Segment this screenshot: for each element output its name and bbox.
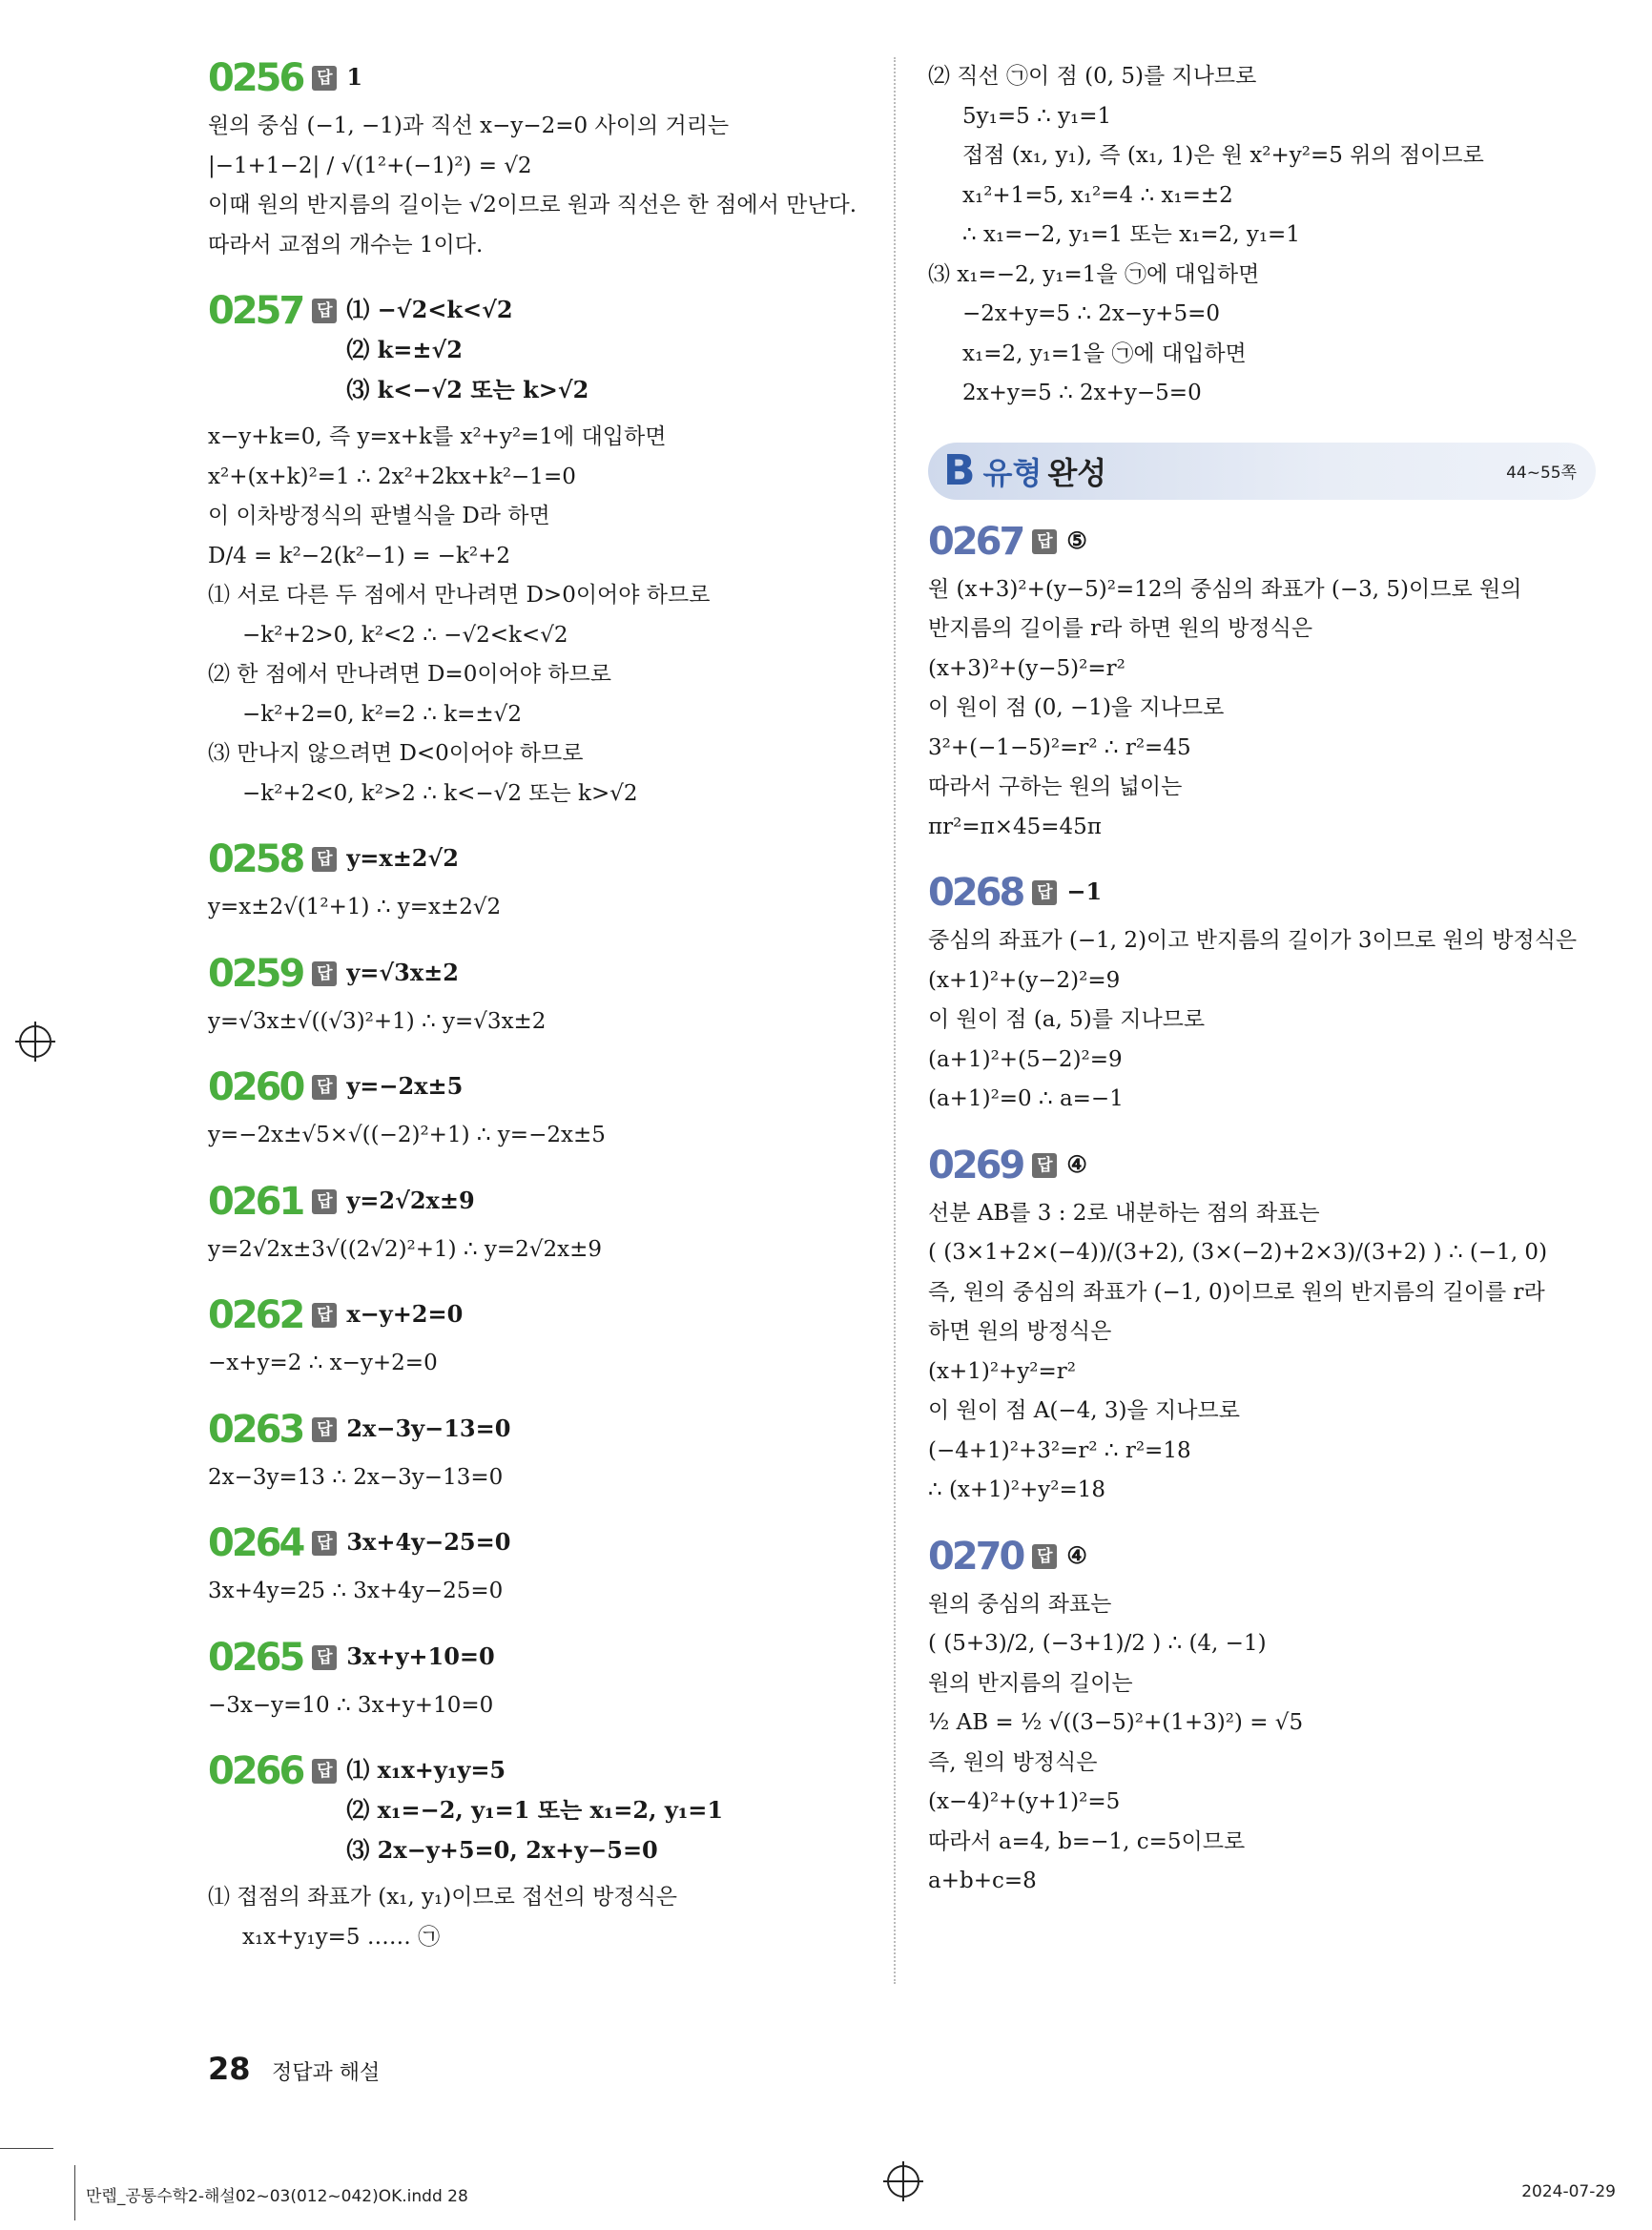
solution-line: ⑶ x₁=−2, y₁=1을 ㉠에 대입하면: [928, 261, 1260, 287]
solution-line: (x+3)²+(y−5)²=r²: [928, 655, 1125, 681]
answer-badge: 답: [312, 1531, 337, 1556]
solution-line: πr²=π×45=45π: [928, 814, 1102, 839]
problem-number: 0265: [208, 1635, 303, 1680]
solution-line: 이때 원의 반지름의 길이는 √2이므로 원과 직선은 한 점에서 만난다.: [208, 193, 857, 217]
problem-head: [208, 1750, 876, 1870]
answer-text: ④: [1066, 1149, 1087, 1178]
answer-list: [346, 838, 459, 878]
problem-number: 0262: [208, 1293, 303, 1337]
problem-head: [208, 838, 876, 880]
solution-line: 이 원이 점 A(−4, 3)을 지나므로: [928, 1398, 1240, 1423]
solution-line: 즉, 원의 중심의 좌표가 (−1, 0)이므로 원의 반지름의 길이를 r라: [928, 1279, 1545, 1305]
right-column: [928, 57, 1596, 1927]
answer-text: y=x±2√2: [346, 844, 459, 872]
answer-badge: 답: [312, 847, 337, 872]
solution-line: ( (3×1+2×(−4))/(3+2), (3×(−2)+2×3)/(3+2) ) ∴ (−1, 0): [928, 1240, 1548, 1265]
answer-text: ⑤: [1066, 526, 1087, 554]
solution-line: ⑵ 직선 ㉠이 점 (0, 5)를 지나므로: [928, 64, 1257, 89]
answer-badge: 답: [1032, 880, 1057, 905]
problem-head: [208, 1637, 876, 1679]
answer-list: [1066, 1536, 1087, 1576]
section-icon: B: [943, 446, 976, 495]
solution-line: 하면 원의 방정식은: [928, 1319, 1112, 1344]
problem-head: [208, 1409, 876, 1451]
solution-line: 5y₁=5 ∴ y₁=1: [962, 103, 1112, 129]
answer-list: [346, 1409, 510, 1449]
solution-line: 따라서 a=4, b=−1, c=5이므로: [928, 1828, 1246, 1854]
answer-badge: 답: [1032, 1544, 1057, 1569]
solution-line: y=−2x±√5×√((−2)²+1) ∴ y=−2x±5: [208, 1123, 606, 1147]
slug-filename: 만렙_공통수학2-해설02~03(012~042)OK.indd 28: [86, 2187, 468, 2206]
solution-line: 2x+y=5 ∴ 2x+y−5=0: [962, 381, 1202, 405]
answer-text: 3x+4y−25=0: [346, 1528, 511, 1556]
answer-list: [346, 290, 589, 410]
solution-line: ½ AB = ½ √((3−5)²+(1+3)²) = √5: [928, 1710, 1304, 1735]
problem-item: [208, 953, 876, 1043]
problem-head: [928, 1536, 1596, 1578]
problem-number: 0266: [208, 1749, 303, 1793]
solution-line: 반지름의 길이를 r라 하면 원의 방정식은: [928, 616, 1313, 641]
solution-line: y=√3x±√((√3)²+1) ∴ y=√3x±2: [208, 1008, 547, 1034]
section-title-2: 완성: [1047, 454, 1107, 491]
problem-item: [208, 57, 876, 265]
solution-line: y=2√2x±3√((2√2)²+1) ∴ y=2√2x±9: [208, 1236, 602, 1262]
answer-badge: 답: [312, 66, 337, 91]
answer-text: ⑶ k<−√2 또는 k>√2: [346, 376, 589, 403]
answer-badge: 답: [312, 1759, 337, 1784]
problem-item: [928, 521, 1596, 848]
solution-line: 선분 AB를 3 : 2로 내분하는 점의 좌표는: [928, 1200, 1320, 1226]
solution-line: 따라서 구하는 원의 넓이는: [928, 774, 1183, 799]
problem-head: [928, 1145, 1596, 1187]
solution-line: (x+1)²+y²=r²: [928, 1358, 1077, 1384]
solution-line: 3x+4y=25 ∴ 3x+4y−25=0: [208, 1579, 504, 1603]
problem-number: 0268: [928, 871, 1023, 915]
answer-badge: 답: [312, 1645, 337, 1670]
problem-number: 0256: [208, 56, 303, 100]
solution-line: a+b+c=8: [928, 1869, 1037, 1893]
problem-head: [208, 1066, 876, 1108]
answer-text: ⑴ x₁x+y₁y=5: [346, 1756, 506, 1784]
problem-head: [208, 290, 876, 410]
problem-number: 0258: [208, 837, 303, 881]
problem-head: [208, 953, 876, 995]
answer-list: [346, 57, 362, 97]
answer-text: ④: [1066, 1540, 1087, 1569]
problem-item: [928, 872, 1596, 1120]
solution-line: (a+1)²+(5−2)²=9: [928, 1046, 1123, 1072]
problem-item: [208, 1750, 876, 1957]
solution-line: 3²+(−1−5)²=r² ∴ r²=45: [928, 734, 1191, 760]
solution-line: x²+(x+k)²=1 ∴ 2x²+2kx+k²−1=0: [208, 464, 576, 489]
solution-line: (x−4)²+(y+1)²=5: [928, 1789, 1121, 1814]
answer-list: [346, 1750, 723, 1870]
answer-text: 1: [346, 63, 363, 91]
problem-item: [928, 1145, 1596, 1511]
solution-line: 이 원이 점 (a, 5)를 지나므로: [928, 1007, 1206, 1032]
left-column: [208, 57, 876, 1982]
answer-text: ⑴ −√2<k<√2: [346, 296, 513, 323]
answer-text: x−y+2=0: [346, 1300, 464, 1328]
page-number: 28: [208, 2051, 251, 2087]
problem-item: [208, 290, 876, 814]
solution-line: −x+y=2 ∴ x−y+2=0: [208, 1351, 438, 1375]
problem-number: 0263: [208, 1407, 303, 1452]
answer-badge: 답: [312, 1303, 337, 1328]
solution-line: y=x±2√(1²+1) ∴ y=x±2√2: [208, 895, 502, 919]
problem-number: 0259: [208, 951, 303, 996]
problem-number: 0267: [928, 519, 1023, 564]
solution-line: 접점 (x₁, y₁), 즉 (x₁, 1)은 원 x²+y²=5 위의 점이므로: [962, 143, 1484, 168]
answer-badge: 답: [1032, 1153, 1057, 1178]
registration-mark-icon: [887, 2165, 919, 2198]
problem-item: [208, 1294, 876, 1384]
problem-head: [208, 57, 876, 99]
answer-badge: 답: [312, 961, 337, 986]
answer-list: [1066, 1145, 1087, 1185]
answer-text: ⑵ x₁=−2, y₁=1 또는 x₁=2, y₁=1: [346, 1796, 724, 1824]
solution-line: 원 (x+3)²+(y−5)²=12의 중심의 좌표가 (−3, 5)이므로 원의: [928, 576, 1522, 602]
problem-number: 0257: [208, 289, 303, 333]
solution-line: 2x−3y=13 ∴ 2x−3y−13=0: [208, 1464, 504, 1490]
slug-date: 2024-07-29: [1521, 2182, 1616, 2201]
problem-head: [208, 1294, 876, 1336]
column-divider: [894, 57, 896, 1984]
solution-line: 원의 중심의 좌표는: [928, 1591, 1112, 1617]
solution-line: (−4+1)²+3²=r² ∴ r²=18: [928, 1437, 1191, 1463]
problem-head: [208, 1522, 876, 1564]
solution-line: −k²+2>0, k²<2 ∴ −√2<k<√2: [242, 622, 568, 648]
solution-line: −k²+2=0, k²=2 ∴ k=±√2: [242, 701, 522, 727]
solution-line: ( (5+3)/2, (−3+1)/2 ) ∴ (4, −1): [928, 1631, 1267, 1656]
crop-mark: [0, 2148, 53, 2149]
answer-badge: 답: [312, 1075, 337, 1100]
solution-line: 이 이차방정식의 판별식을 D라 하면: [208, 504, 550, 528]
answer-text: y=2√2x±9: [346, 1186, 475, 1214]
problem-head: [928, 872, 1596, 914]
solution-line: x−y+k=0, 즉 y=x+k를 x²+y²=1에 대입하면: [208, 424, 667, 449]
registration-mark-icon: [19, 1025, 52, 1058]
solution-line: −2x+y=5 ∴ 2x−y+5=0: [962, 301, 1220, 326]
section-title: 유형: [982, 454, 1043, 491]
solution-line: D/4 = k²−2(k²−1) = −k²+2: [208, 543, 511, 568]
solution-line: (x+1)²+(y−2)²=9: [928, 967, 1121, 993]
page-label: 정답과 해설: [272, 2061, 381, 2085]
section-pages: 44~55쪽: [1506, 464, 1577, 483]
problem-number: 0260: [208, 1065, 303, 1109]
solution-line: 중심의 좌표가 (−1, 2)이고 반지름의 길이가 3이므로 원의 방정식은: [928, 928, 1578, 953]
problem-head: [208, 1181, 876, 1223]
solution-line: x₁=2, y₁=1을 ㉠에 대입하면: [962, 341, 1247, 366]
answer-list: [346, 953, 459, 993]
answer-list: [346, 1181, 474, 1221]
solution-line: ∴ x₁=−2, y₁=1 또는 x₁=2, y₁=1: [962, 222, 1300, 247]
solution-line: 이 원이 점 (0, −1)을 지나므로: [928, 695, 1225, 720]
answer-text: −1: [1066, 878, 1103, 905]
answer-badge: 답: [312, 1417, 337, 1442]
answer-text: y=√3x±2: [346, 958, 459, 986]
answer-text: ⑵ k=±√2: [346, 336, 464, 363]
answer-list: [346, 1294, 463, 1334]
answer-badge: 답: [312, 1189, 337, 1214]
solution-line: x₁²+1=5, x₁²=4 ∴ x₁=±2: [962, 182, 1233, 208]
problem-item: [208, 838, 876, 928]
solution-line: 따라서 교점의 개수는 1이다.: [208, 232, 484, 258]
problem-number: 0264: [208, 1521, 303, 1565]
solution-line: |−1+1−2| / √(1²+(−1)²) = √2: [208, 153, 532, 178]
answer-list: [1066, 872, 1102, 912]
answer-badge: 답: [312, 299, 337, 323]
problem-item: [208, 1066, 876, 1156]
answer-text: 2x−3y−13=0: [346, 1414, 511, 1442]
solution-line: ⑶ 만나지 않으려면 D<0이어야 하므로: [208, 741, 584, 766]
problem-number: 0270: [928, 1534, 1023, 1579]
solution-line: −k²+2<0, k²>2 ∴ k<−√2 또는 k>√2: [242, 780, 638, 806]
problem-number: 0261: [208, 1179, 303, 1224]
problem-item: [208, 1637, 876, 1726]
solution-line: 원의 반지름의 길이는: [928, 1670, 1133, 1696]
solution-line: ⑴ 서로 다른 두 점에서 만나려면 D>0이어야 하므로: [208, 583, 711, 608]
solution-line: −3x−y=10 ∴ 3x+y+10=0: [208, 1692, 494, 1718]
problem-item: [928, 1536, 1596, 1902]
solution-line: 즉, 원의 방정식은: [928, 1749, 1098, 1775]
answer-list: [346, 1637, 494, 1677]
answer-text: ⑶ 2x−y+5=0, 2x+y−5=0: [346, 1836, 658, 1864]
problem-item: [208, 1409, 876, 1498]
answer-list: [346, 1522, 510, 1562]
solution-line: x₁x+y₁y=5 …… ㉠: [242, 1924, 441, 1950]
section-header: [928, 443, 1596, 500]
answer-text: 3x+y+10=0: [346, 1642, 495, 1670]
solution-line: ⑴ 접점의 좌표가 (x₁, y₁)이므로 접선의 방정식은: [208, 1885, 678, 1910]
problem-number: 0269: [928, 1143, 1023, 1187]
solution-line: (a+1)²=0 ∴ a=−1: [928, 1086, 1124, 1111]
solution-line: 원의 중심 (−1, −1)과 직선 x−y−2=0 사이의 거리는: [208, 114, 730, 138]
solution-line: ⑵ 한 점에서 만나려면 D=0이어야 하므로: [208, 662, 611, 687]
problem-item: [208, 1522, 876, 1612]
answer-list: [1066, 521, 1087, 561]
answer-badge: 답: [1032, 529, 1057, 554]
answer-list: [346, 1066, 463, 1106]
crop-mark: [74, 2165, 75, 2220]
solution-line: ∴ (x+1)²+y²=18: [928, 1477, 1106, 1502]
problem-head: [928, 521, 1596, 563]
answer-text: y=−2x±5: [346, 1072, 464, 1100]
problem-item: [208, 1181, 876, 1270]
